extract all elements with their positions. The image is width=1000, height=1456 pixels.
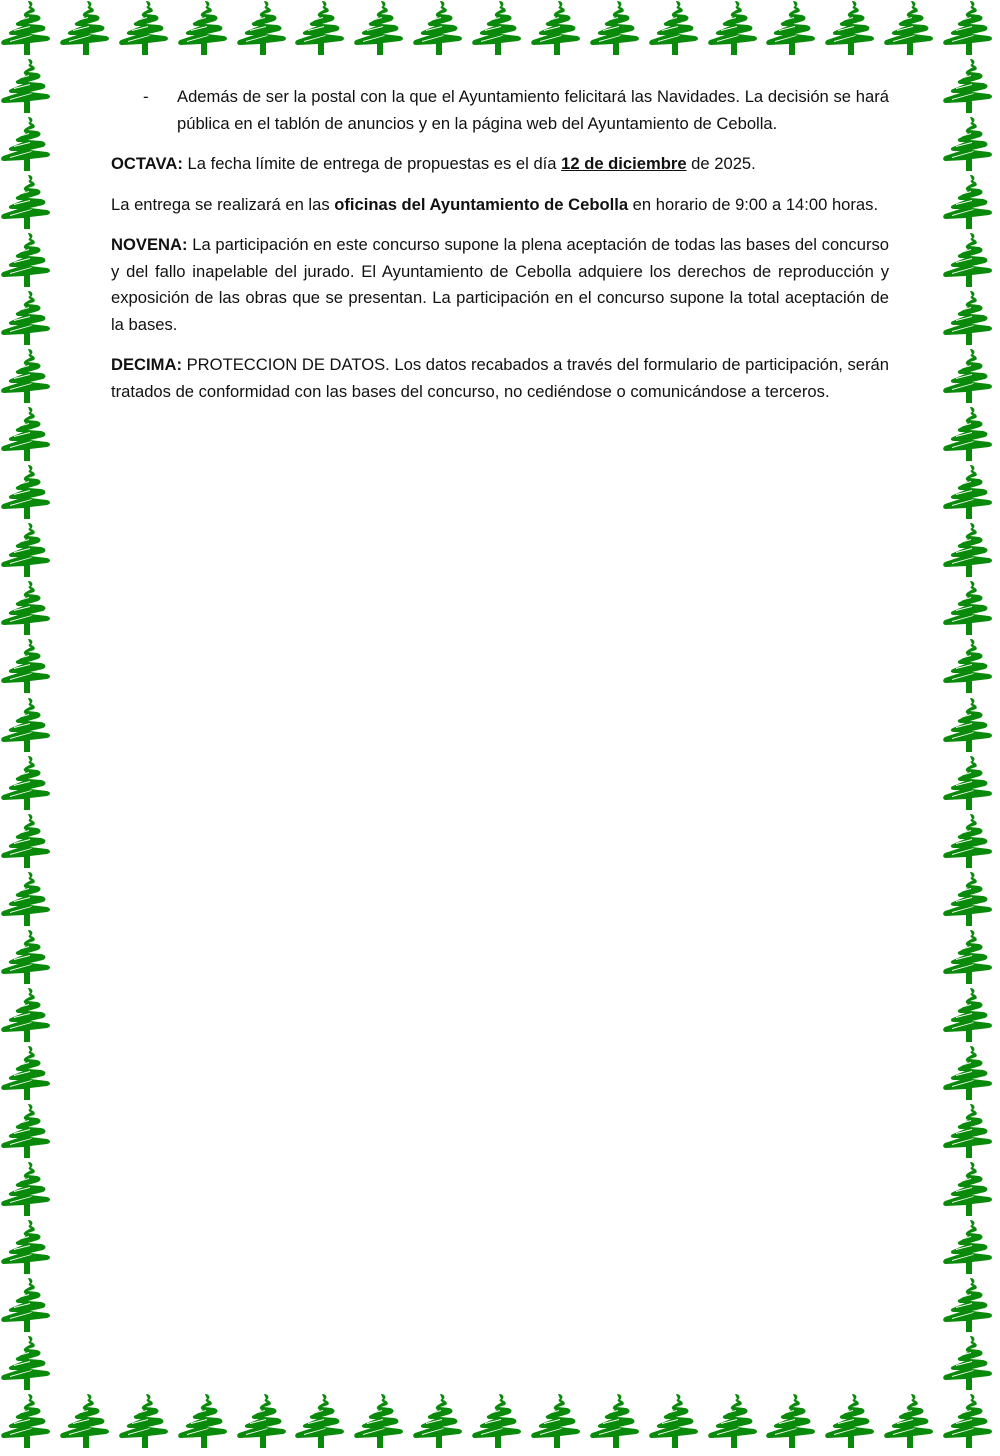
paragraph-text: La entrega se realizará en las [111,194,335,214]
clause-text: PROTECCION DE DATOS. Los datos recabados a través del formulario de participación, serán tratados de conformidad con las bases del concurso, no cediéndose o comunicándose a terceros. [111,355,889,401]
christmas-tree-icon [0,1045,58,1103]
christmas-tree-icon [0,1335,58,1393]
clause-decima [111,352,889,405]
christmas-tree-icon [942,1219,1000,1277]
christmas-tree-icon [294,1393,352,1451]
christmas-tree-icon [942,232,1000,290]
christmas-tree-icon [942,987,1000,1045]
christmas-tree-icon [589,0,647,58]
christmas-tree-icon [648,1393,706,1451]
christmas-tree-icon [530,0,588,58]
christmas-tree-icon [0,1103,58,1161]
christmas-tree-icon [942,464,1000,522]
christmas-tree-icon [0,174,58,232]
clause-octava [111,151,889,178]
deadline-date: 12 de diciembre [561,154,687,173]
christmas-tree-icon [942,290,1000,348]
christmas-tree-icon [0,871,58,929]
christmas-tree-icon [707,1393,765,1451]
christmas-tree-icon [0,232,58,290]
clause-text: La participación en este concurso supone la plena aceptación de todas las bases del concurso y del fallo inapelable del jurado. El Ayuntamiento de Cebolla adquiere los derechos de reproducción y exposición de las obras que se presentan. La participación en el concurso supone la total aceptación de la bases. [111,235,889,334]
christmas-tree-icon [0,755,58,813]
christmas-tree-icon [0,1219,58,1277]
christmas-tree-icon [942,522,1000,580]
christmas-tree-icon [0,987,58,1045]
christmas-tree-icon [942,638,1000,696]
christmas-tree-icon [707,0,765,58]
christmas-tree-icon [942,755,1000,813]
christmas-tree-icon [942,1045,1000,1103]
christmas-tree-icon [942,116,1000,174]
christmas-tree-icon [824,1393,882,1451]
christmas-tree-icon [0,813,58,871]
christmas-tree-icon [0,929,58,987]
christmas-tree-icon [353,1393,411,1451]
christmas-tree-icon [236,1393,294,1451]
christmas-tree-icon [942,0,1000,58]
christmas-tree-icon [942,929,1000,987]
delivery-paragraph [111,192,889,219]
christmas-tree-icon [765,0,823,58]
christmas-tree-icon [0,1277,58,1335]
christmas-tree-icon [59,1393,117,1451]
christmas-tree-icon [59,0,117,58]
christmas-tree-icon [942,58,1000,116]
christmas-tree-icon [530,1393,588,1451]
christmas-tree-icon [0,580,58,638]
christmas-tree-icon [942,580,1000,638]
christmas-tree-icon [942,348,1000,406]
clause-novena [111,232,889,338]
christmas-tree-icon [942,1103,1000,1161]
christmas-tree-icon [942,1335,1000,1393]
christmas-tree-icon [883,1393,941,1451]
christmas-tree-icon [412,1393,470,1451]
christmas-tree-icon [942,1277,1000,1335]
clause-label: DECIMA: [111,355,182,374]
christmas-tree-icon [0,290,58,348]
christmas-tree-icon [0,58,58,116]
christmas-tree-icon [942,174,1000,232]
bullet-marker: - [143,87,149,106]
christmas-tree-icon [883,0,941,58]
christmas-tree-icon [471,0,529,58]
christmas-tree-icon [0,522,58,580]
christmas-tree-icon [0,638,58,696]
christmas-tree-icon [0,116,58,174]
clause-label: OCTAVA: [111,154,183,173]
christmas-tree-icon [0,1393,58,1451]
christmas-tree-icon [942,871,1000,929]
christmas-tree-icon [177,0,235,58]
christmas-tree-icon [942,813,1000,871]
christmas-tree-icon [942,1161,1000,1219]
christmas-tree-icon [0,697,58,755]
clause-label: NOVENA: [111,235,188,254]
christmas-tree-icon [824,0,882,58]
christmas-tree-icon [942,697,1000,755]
delivery-place: oficinas del Ayuntamiento de Cebolla [334,194,629,214]
christmas-tree-icon [0,464,58,522]
christmas-tree-icon [0,406,58,464]
christmas-tree-icon [942,1393,1000,1451]
christmas-tree-icon [589,1393,647,1451]
christmas-tree-icon [471,1393,529,1451]
clause-text: La fecha límite de entrega de propuestas es el día [182,154,562,173]
christmas-tree-icon [0,1161,58,1219]
bullet-item [111,84,889,137]
christmas-tree-icon [177,1393,235,1451]
christmas-tree-icon [118,1393,176,1451]
christmas-tree-icon [942,406,1000,464]
christmas-tree-icon [0,0,58,58]
christmas-tree-icon [412,0,470,58]
christmas-tree-icon [118,0,176,58]
paragraph-text: en horario de 9:00 a 14:00 horas. [628,194,879,214]
christmas-tree-icon [648,0,706,58]
christmas-tree-icon [353,0,411,58]
clause-text: de 2025. [686,154,756,173]
christmas-tree-icon [765,1393,823,1451]
document-body [111,84,889,419]
bullet-text: Además de ser la postal con la que el Ayuntamiento felicitará las Navidades. La decisión se hará pública en el tablón de anuncios y en la página web del Ayuntamiento de Cebolla. [177,87,889,133]
christmas-tree-icon [236,0,294,58]
christmas-tree-icon [294,0,352,58]
christmas-tree-icon [0,348,58,406]
